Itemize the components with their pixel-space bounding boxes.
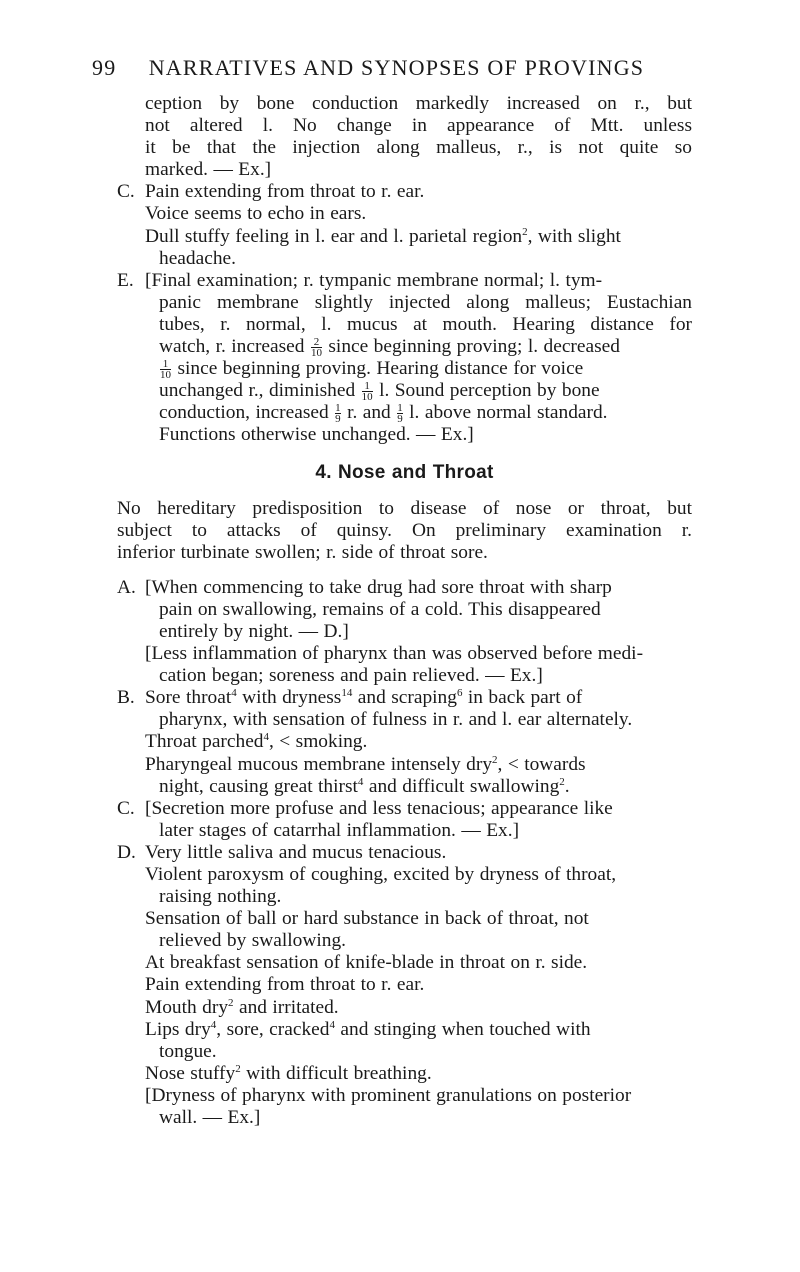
section-title: 4. Nose and Throat [315, 461, 494, 483]
text: , < smoking. [269, 731, 368, 753]
text: conduction, increased [159, 402, 329, 424]
entry-a [117, 577, 692, 599]
fraction: $\frac{1}{9}$ [335, 402, 341, 426]
entry-label: A. [117, 576, 136, 598]
text: unchanged r., diminished [159, 380, 356, 402]
text: Mouth dry [145, 996, 229, 1018]
text: l. above normal standard. [409, 402, 608, 424]
text-line: pain on swallowing, remains of a cold. This disappeared [159, 598, 601, 620]
text-line: subject to attacks of quinsy. On preliminary examination r. [117, 519, 692, 541]
superscript: 2 [522, 225, 528, 238]
text-line: tubes, r. normal, l. mucus at mouth. Hearing distance for [159, 313, 692, 335]
text: [Final examination; r. tympanic membrane normal; l. tym- [145, 269, 603, 291]
text: Lips dry [145, 1018, 211, 1040]
entry-label: C. [117, 181, 135, 203]
page-header-title: NARRATIVES AND SYNOPSES OF PROVINGS [148, 55, 645, 80]
superscript: 6 [456, 687, 463, 700]
entry-d [117, 842, 692, 864]
page-number: 99 [92, 55, 117, 80]
text-line: At breakfast sensation of knife-blade in throat on r. side. [145, 952, 588, 974]
entry-c [117, 181, 692, 203]
text: Very little saliva and mucus tenacious. [145, 841, 447, 863]
text-line [117, 402, 692, 424]
fraction: $\frac{1}{10}$ [160, 358, 171, 382]
text: in back part of [462, 687, 583, 709]
text-line [117, 358, 692, 380]
text-line: panic membrane slightly injected along malleus; Eustachian [159, 291, 692, 313]
text-line [117, 380, 692, 402]
text: [When commencing to take drug had sore throat with sharp [145, 576, 612, 598]
entry-c [117, 798, 692, 820]
text-line [117, 336, 692, 358]
page-body [117, 93, 692, 1129]
text: watch, r. increased [159, 336, 305, 358]
text-line: Violent paroxysm of coughing, excited by dryness of throat, [145, 864, 617, 885]
entry-label: C. [117, 797, 135, 819]
superscript: 2 [492, 753, 498, 766]
text-line: ception by bone conduction markedly increased on r., but [145, 93, 692, 114]
superscript: 4 [210, 1018, 217, 1031]
fraction: $\frac{1}{10}$ [361, 380, 373, 404]
text-line: Voice seems to echo in ears. [145, 203, 367, 225]
running-head [92, 55, 712, 85]
fraction: $\frac{1}{9}$ [397, 402, 403, 426]
text-line: it be that the injection along malleus, r., is not quite so [145, 137, 692, 159]
text: Pharyngeal mucous membrane intensely dry [145, 753, 493, 775]
text-line: pharynx, with sensation of fulness in r. and l. ear alternately. [159, 709, 633, 731]
text-line: Functions otherwise unchanged. — Ex.] [159, 424, 474, 446]
text: and stinging when touched with [334, 1018, 591, 1040]
text-line: Sensation of ball or hard substance in back of throat, not [145, 908, 589, 930]
superscript: 4 [231, 687, 237, 700]
text-line: later stages of catarrhal inflammation. — Ex.] [159, 819, 520, 841]
text-line: marked. — Ex.] [145, 159, 272, 181]
text: Dull stuffy feeling in l. ear and l. parietal region [145, 225, 523, 247]
entry-b [117, 687, 692, 709]
superscript: 14 [341, 687, 353, 700]
text: r. and [347, 402, 391, 424]
superscript: 4 [263, 731, 269, 744]
text: Sore throat [145, 687, 232, 709]
text-line [117, 731, 692, 753]
text: with dryness [236, 687, 342, 709]
text-line [117, 776, 692, 798]
text-line: [Dryness of pharynx with prominent granulations on posterior [145, 1084, 632, 1106]
entry-label: B. [117, 687, 135, 709]
text-line [117, 997, 692, 1019]
entry-e [117, 270, 692, 292]
text: and scraping [352, 687, 457, 709]
text: with difficult breathing. [240, 1062, 432, 1084]
text: [Secretion more profuse and less tenacious; appearance like [145, 797, 613, 819]
text: since beginning proving; l. decreased [328, 336, 620, 358]
text-line [117, 754, 692, 776]
superscript: 4 [357, 775, 364, 788]
fraction: $\frac{2}{10}$ [310, 336, 322, 360]
text-line: [Less inflammation of pharynx than was observed before medi- [145, 643, 644, 665]
text-line: entirely by night. — D.] [159, 620, 349, 642]
text-line: No hereditary predisposition to disease of nose or throat, but [117, 497, 692, 519]
text: l. Sound perception by bone [379, 380, 600, 402]
text-line: inferior turbinate swollen; r. side of throat sore. [117, 541, 488, 563]
entry-label: E. [117, 269, 134, 291]
text: Nose stuffy [145, 1062, 236, 1084]
text-line: headache. [159, 247, 236, 269]
text: , < towards [497, 753, 586, 775]
superscript: 2 [228, 996, 234, 1009]
text: . [564, 775, 570, 797]
text-line [117, 226, 692, 248]
text: and difficult swallowing [363, 775, 560, 797]
superscript: 4 [329, 1018, 335, 1031]
entry-label: D. [117, 841, 136, 863]
text-line: tongue. [159, 1040, 217, 1062]
text-line: wall. — Ex.] [159, 1107, 261, 1129]
text-line: Pain extending from throat to r. ear. [145, 974, 425, 996]
text-line [117, 1063, 692, 1085]
superscript: 2 [235, 1062, 241, 1075]
text-line: relieved by swallowing. [159, 930, 346, 952]
superscript: 2 [559, 775, 565, 788]
text: Pain extending from throat to r. ear. [145, 181, 425, 203]
text-line [117, 1019, 692, 1041]
text-line: not altered l. No change in appearance of Mtt. unless [145, 115, 692, 137]
text: , with slight [527, 225, 621, 247]
text: Throat parched [145, 731, 264, 753]
text: night, causing great thirst [159, 775, 358, 797]
text-line: cation began; soreness and pain relieved. — Ex.] [159, 665, 543, 687]
text: since beginning proving. Hearing distance for voice [177, 358, 584, 380]
text: , sore, cracked [216, 1018, 330, 1040]
text-line: raising nothing. [159, 886, 282, 908]
text: and irritated. [233, 996, 339, 1018]
